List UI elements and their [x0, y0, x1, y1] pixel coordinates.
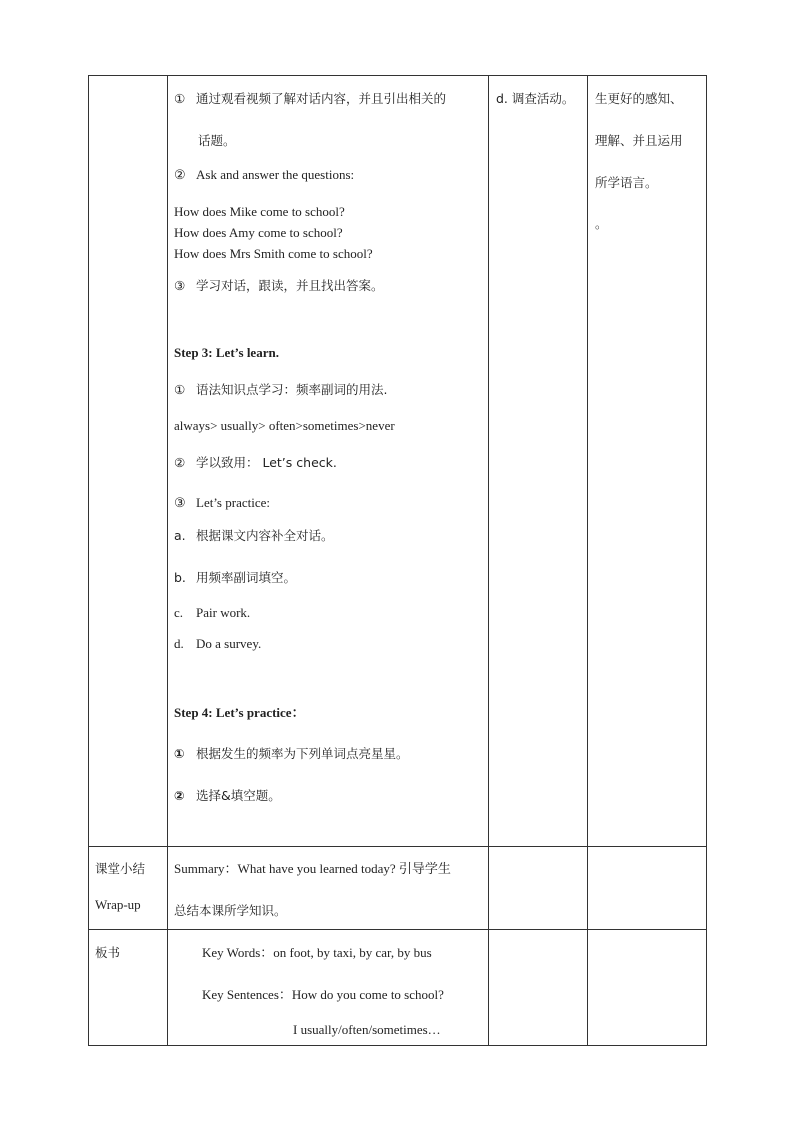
- question-line: How does Mike come to school?: [174, 204, 345, 219]
- practice-letter: d.: [174, 636, 184, 651]
- column-divider-1: [167, 75, 168, 1046]
- step4-item2: ② 选择&填空题。: [174, 788, 281, 803]
- table-left-border: [88, 75, 89, 1046]
- step3-item3: ③ Let’s practice:: [174, 495, 270, 510]
- purpose-line: 。: [595, 216, 608, 231]
- student-activity: d. 调查活动。: [496, 91, 575, 106]
- practice-letter: b.: [174, 570, 186, 585]
- step2-item3: ③ 学习对话，跟读，并且找出答案。: [174, 278, 384, 293]
- practice-letter: c.: [174, 605, 184, 620]
- step3-item2-number: ②: [174, 455, 186, 470]
- row-divider-board: [88, 929, 707, 930]
- board-label: 板书: [95, 945, 121, 960]
- purpose-line: 理解、并且运用: [595, 133, 683, 148]
- step4-item2-number: ②: [174, 788, 185, 803]
- practice-letter: a.: [174, 528, 186, 543]
- step2-item1-line1: ① 通过观看视频了解对话内容，并且引出相关的: [174, 91, 447, 106]
- step4-title: Step 4: Let’s practice：: [174, 705, 305, 720]
- step2-item2: ② Ask and answer the questions:: [174, 167, 355, 182]
- purpose-line: 生更好的感知、: [595, 91, 683, 106]
- step3-title: Step 3: Let’s learn.: [174, 345, 279, 360]
- summary-text-line1: Summary：What have you learned today? 引导学生: [174, 861, 451, 876]
- table-right-border: [706, 75, 707, 1046]
- question-line: How does Amy come to school?: [174, 225, 343, 240]
- board-key-sentences: Key Sentences：How do you come to school?: [202, 987, 444, 1002]
- row-divider-summary: [88, 846, 707, 847]
- practice-item-d: d. Do a survey.: [174, 636, 262, 651]
- step4-item1: ① 根据发生的频率为下列单词点亮星星。: [174, 746, 409, 761]
- practice-item-c: c. Pair work.: [174, 605, 251, 620]
- table-top-border: [88, 75, 707, 76]
- step3-item3-number: ③: [174, 495, 186, 510]
- board-key-words: Key Words：on foot, by taxi, by car, by bus: [202, 945, 432, 960]
- summary-text-line2: 总结本课所学知识。: [174, 903, 287, 918]
- step2-item2-number: ②: [174, 167, 186, 182]
- step2-item1-number: ①: [174, 91, 186, 106]
- practice-item-a: a. 根据课文内容补全对话。: [174, 528, 334, 543]
- board-sentence-pattern: I usually/often/sometimes…: [293, 1022, 441, 1037]
- step2-item3-number: ③: [174, 278, 186, 293]
- purpose-line: 所学语言。: [595, 175, 658, 190]
- practice-item-b: b. 用频率副词填空。: [174, 570, 297, 585]
- question-line: How does Mrs Smith come to school?: [174, 246, 373, 261]
- step3-item2: ② 学以致用： Let’s check.: [174, 455, 337, 470]
- step3-item1-number: ①: [174, 382, 186, 397]
- table-bottom-border: [88, 1045, 707, 1046]
- step2-item1-line2: 话题。: [198, 133, 236, 148]
- column-divider-2: [488, 75, 489, 1046]
- summary-label-en: Wrap-up: [95, 897, 141, 912]
- column-divider-3: [587, 75, 588, 1046]
- summary-label-cn: 课堂小结: [95, 861, 146, 876]
- step4-item1-number: ①: [174, 746, 185, 761]
- step3-item1: ① 语法知识点学习：频率副词的用法.: [174, 382, 388, 397]
- frequency-adverbs: always> usually> often>sometimes>never: [174, 418, 395, 433]
